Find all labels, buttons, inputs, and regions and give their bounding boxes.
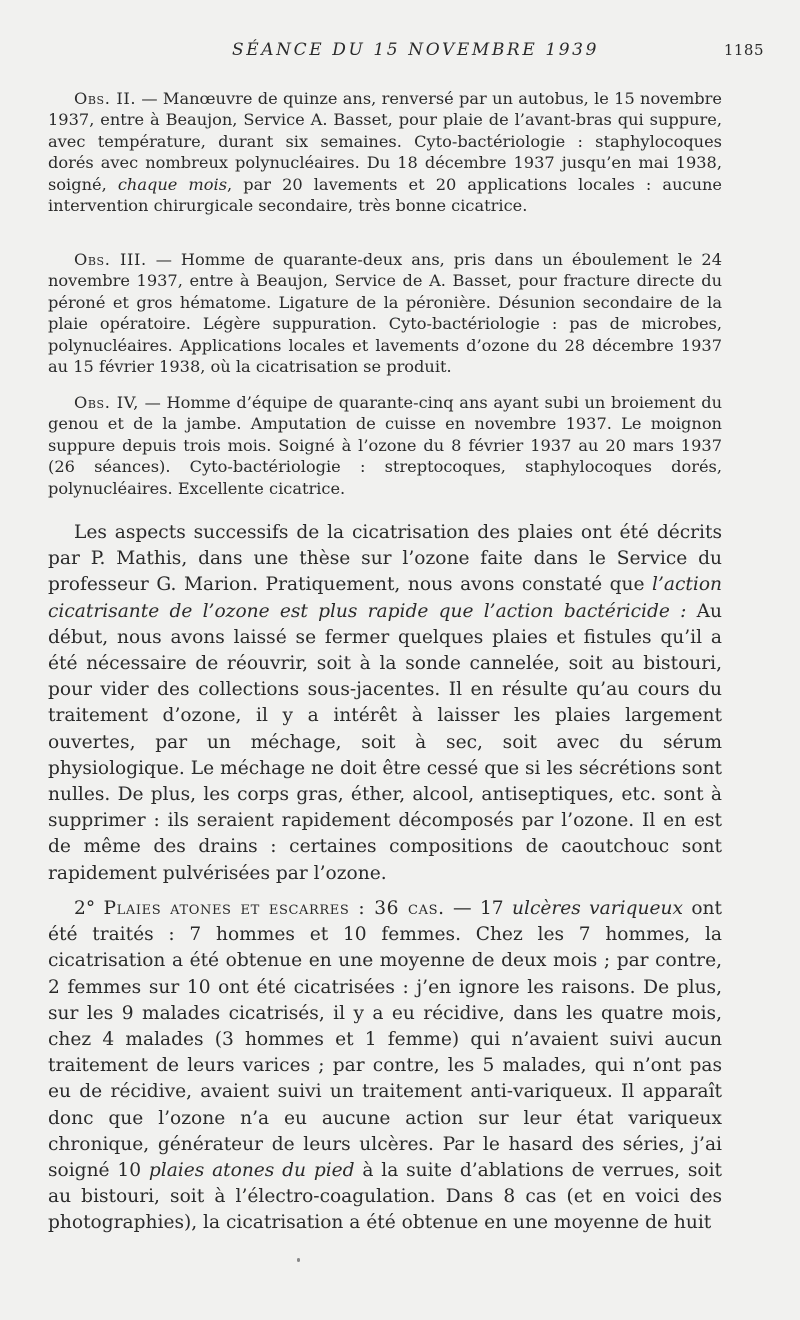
observation-label: Obs. IV, xyxy=(74,393,139,412)
paragraph-text: Les aspects successifs de la cicatrisation des plaies ont été décrits par P. Mathis, dans une thèse sur l’ozone faite dans le Service du professeur G. Marion. Pratiquement, nous avons constaté que xyxy=(48,522,722,596)
print-speck xyxy=(297,1258,300,1262)
observation-4 xyxy=(48,392,722,499)
section-emphasis-b: plaies atones du pied xyxy=(148,1160,355,1182)
observation-label: Obs. II. xyxy=(74,89,137,108)
section-heading: Plaies atones et escarres : 36 cas. xyxy=(103,898,445,919)
paragraph-cicatrisation xyxy=(48,520,722,887)
observation-label: Obs. III. xyxy=(74,250,147,269)
section-plaies-atones xyxy=(48,896,722,1237)
observation-3 xyxy=(48,249,722,377)
observation-text: — Manœuvre de quinze ans, renversé par un autobus, le 15 novembre 1937, entre à Beaujon, Service A. Basset, pour plaie de l’avant-bras qui suppure, avec température, durant six semaines. Cyto-bactériologie : staphylocoques dorés avec nombreux polynucléaires. Du 18 décembre 1937 jusqu’en mai 1938, soigné, xyxy=(48,89,722,194)
paragraph-emphasis: l’action cicatrisante de l’ozone est plus rapide que l’action bactéricide : xyxy=(48,574,722,622)
section-text-a: — 17 xyxy=(444,898,513,919)
section-text-c: à la suite d’ablations de verrues, soit au bistouri, soit à l’électro-coagulation. Dans 8 cas (et en voici des photographies), la cicatrisation a été obtenue en une moyenne de huit xyxy=(48,1160,723,1234)
observation-2 xyxy=(48,88,722,216)
running-title: SÉANCE DU 15 NOVEMBRE 1939 xyxy=(232,40,600,60)
paragraph-text-end: Au début, nous avons laissé se fermer quelques plaies et fistules qu’il a été nécessaire de réouvrir, soit à la sonde cannelée, soit au bistouri, pour vider des collections sous-jacentes. Il en résulte qu’au cours du traitement d’ozone, il y a intérêt à laisser les plaies largement ouvertes, par un méchage, soit à sec, soit avec du sérum physiologique. Le méchage ne doit être cessé que si les sécrétions sont nulles. De plus, les corps gras, éther, alcool, antiseptiques, etc. sont à supprimer : ils seraient rapidement décomposés par l’ozone. Il en est de même des drains : certaines compositions de caoutchouc sont rapidement pulvérisées par l’ozone. xyxy=(48,600,722,884)
section-text-b: ont été traités : 7 hommes et 10 femmes. Chez les 7 hommes, la cicatrisation a été obtenue en une moyenne de deux mois ; par contre, 2 femmes sur 10 ont été cicatrisées : j’en ignore les raisons. De plus, sur les 9 malades cicatrisés, il y a eu récidive, dans les quatre mois, chez 4 malades (3 hommes et 1 femme) qui n’avaient suivi aucun traitement de leurs varices ; par contre, les 5 malades, qui n’ont pas eu de récidive, avaient suivi un traitement anti-variqueux. Il apparaît donc que l’ozone n’a eu aucune action sur leur état variqueux chronique, générateur de leurs ulcères. Par le hasard des séries, j’ai soigné 10 xyxy=(48,898,722,1182)
page-number: 1185 xyxy=(723,41,764,59)
observation-text: — Homme d’équipe de quarante-cinq ans ayant subi un broiement du genou et de la jambe. Amputation de cuisse en novembre 1937. Le moignon suppure depuis trois mois. Soigné à l’ozone du 8 février 1937 au 20 mars 1937 (26 séances). Cyto-bactériologie : streptocoques, staphylocoques dorés, polynucléaires. Excellente cicatrice. xyxy=(48,393,722,498)
running-head xyxy=(0,40,800,66)
observation-text-end: , par 20 lavements et 20 applications locales : aucune intervention chirurgicale secondaire, très bonne cicatrice. xyxy=(48,174,722,216)
observation-emphasis: chaque mois xyxy=(117,174,228,194)
observation-text: — Homme de quarante-deux ans, pris dans un éboulement le 24 novembre 1937, entre à Beaujon, Service de A. Basset, pour fracture directe du péroné et gros hématome. Ligature de la péronière. Désunion secondaire de la plaie opératoire. Légère suppuration. Cyto-bactériologie : pas de microbes, polynucléaires. Applications locales et lavements d’ozone du 28 décembre 1937 au 15 février 1938, où la cicatrisation se produit. xyxy=(48,250,722,377)
section-number: 2° xyxy=(74,898,96,919)
section-emphasis-a: ulcères variqueux xyxy=(512,898,683,919)
